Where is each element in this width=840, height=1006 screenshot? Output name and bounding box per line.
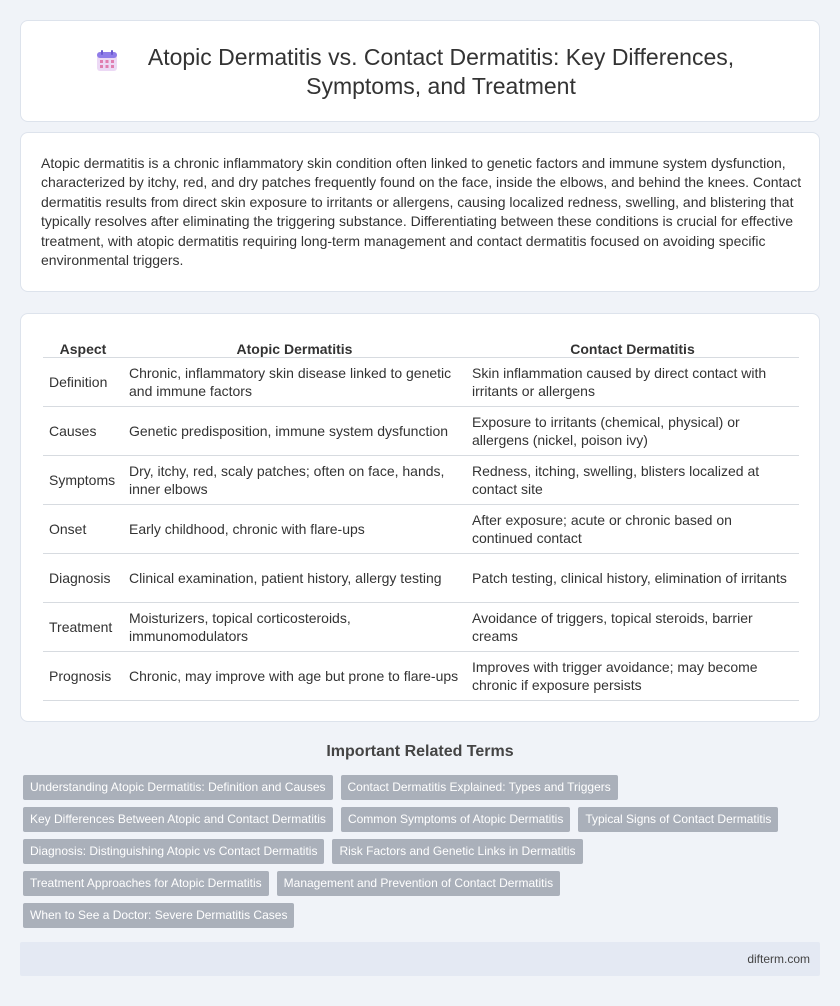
aspect-cell: Treatment bbox=[43, 602, 123, 651]
table-row bbox=[43, 602, 799, 651]
table-row bbox=[43, 455, 799, 504]
footer-bar bbox=[20, 942, 820, 976]
atopic-cell: Genetic predisposition, immune system dysfunction bbox=[123, 406, 466, 455]
related-term-link[interactable]: Diagnosis: Distinguishing Atopic vs Contact Dermatitis bbox=[23, 839, 324, 864]
tag-row bbox=[23, 871, 813, 903]
related-term-link[interactable]: When to See a Doctor: Severe Dermatitis Cases bbox=[23, 903, 294, 928]
related-term-link[interactable]: Typical Signs of Contact Dermatitis bbox=[578, 807, 778, 832]
table-row bbox=[43, 406, 799, 455]
calendar-icon bbox=[95, 49, 119, 73]
atopic-cell: Dry, itchy, red, scaly patches; often on face, hands, inner elbows bbox=[123, 455, 466, 504]
contact-cell: Skin inflammation caused by direct contact with irritants or allergens bbox=[466, 357, 799, 406]
aspect-cell: Onset bbox=[43, 504, 123, 553]
header-contact: Contact Dermatitis bbox=[466, 334, 799, 357]
contact-cell: Avoidance of triggers, topical steroids, barrier creams bbox=[466, 602, 799, 651]
contact-cell: Exposure to irritants (chemical, physical) or allergens (nickel, poison ivy) bbox=[466, 406, 799, 455]
aspect-cell: Symptoms bbox=[43, 455, 123, 504]
atopic-cell: Moisturizers, topical corticosteroids, immunomodulators bbox=[123, 602, 466, 651]
atopic-cell: Clinical examination, patient history, allergy testing bbox=[123, 553, 466, 602]
tag-row bbox=[23, 903, 813, 935]
related-term-link[interactable]: Risk Factors and Genetic Links in Dermatitis bbox=[332, 839, 582, 864]
atopic-cell: Chronic, may improve with age but prone to flare-ups bbox=[123, 651, 466, 700]
related-terms-heading: Important Related Terms bbox=[326, 743, 514, 760]
table-row bbox=[43, 504, 799, 553]
tag-row bbox=[23, 775, 813, 807]
table-row bbox=[43, 651, 799, 700]
related-term-link[interactable]: Common Symptoms of Atopic Dermatitis bbox=[341, 807, 570, 832]
tag-row bbox=[23, 807, 813, 839]
page-title: Atopic Dermatitis vs. Contact Dermatitis: Key Differences, Symptoms, and Treatment bbox=[147, 44, 735, 99]
related-term-link[interactable]: Contact Dermatitis Explained: Types and Triggers bbox=[341, 775, 618, 800]
table-header-row bbox=[43, 334, 799, 357]
related-term-link[interactable]: Key Differences Between Atopic and Contact Dermatitis bbox=[23, 807, 333, 832]
related-term-link[interactable]: Management and Prevention of Contact Dermatitis bbox=[277, 871, 560, 896]
table-row bbox=[43, 357, 799, 406]
contact-cell: Patch testing, clinical history, elimination of irritants bbox=[466, 553, 799, 602]
related-term-link[interactable]: Treatment Approaches for Atopic Dermatitis bbox=[23, 871, 269, 896]
related-term-link[interactable]: Understanding Atopic Dermatitis: Definition and Causes bbox=[23, 775, 333, 800]
comparison-table-card bbox=[20, 313, 820, 722]
table-row bbox=[43, 553, 799, 602]
contact-cell: Redness, itching, swelling, blisters localized at contact site bbox=[466, 455, 799, 504]
contact-cell: Improves with trigger avoidance; may become chronic if exposure persists bbox=[466, 651, 799, 700]
aspect-cell: Prognosis bbox=[43, 651, 123, 700]
contact-cell: After exposure; acute or chronic based on continued contact bbox=[466, 504, 799, 553]
header-card bbox=[20, 20, 820, 122]
title-row bbox=[21, 43, 821, 101]
header-aspect: Aspect bbox=[43, 334, 123, 357]
atopic-cell: Chronic, inflammatory skin disease linked to genetic and immune factors bbox=[123, 357, 466, 406]
intro-card bbox=[20, 132, 820, 292]
aspect-cell: Causes bbox=[43, 406, 123, 455]
atopic-cell: Early childhood, chronic with flare-ups bbox=[123, 504, 466, 553]
intro-paragraph: Atopic dermatitis is a chronic inflammatory skin condition often linked to genetic factors and immune system dysfunction, characterized by itchy, red, and dry patches frequently found on the face, inside the elbows, and behind the knees. Contact dermatitis results from direct skin exposure to irritants or allergens, causing localized redness, swelling, and blistering that typically resolves after eliminating the triggering substance. Differentiating between these conditions is crucial for effective treatment, with atopic dermatitis requiring long-term management and contact dermatitis focused on avoiding specific environmental triggers. bbox=[41, 155, 802, 269]
aspect-cell: Definition bbox=[43, 357, 123, 406]
aspect-cell: Diagnosis bbox=[43, 553, 123, 602]
related-terms-list bbox=[23, 775, 813, 935]
tag-row bbox=[23, 839, 813, 871]
footer-site-link[interactable]: difterm.com bbox=[747, 952, 810, 966]
comparison-table bbox=[43, 334, 799, 701]
header-atopic: Atopic Dermatitis bbox=[123, 334, 466, 357]
